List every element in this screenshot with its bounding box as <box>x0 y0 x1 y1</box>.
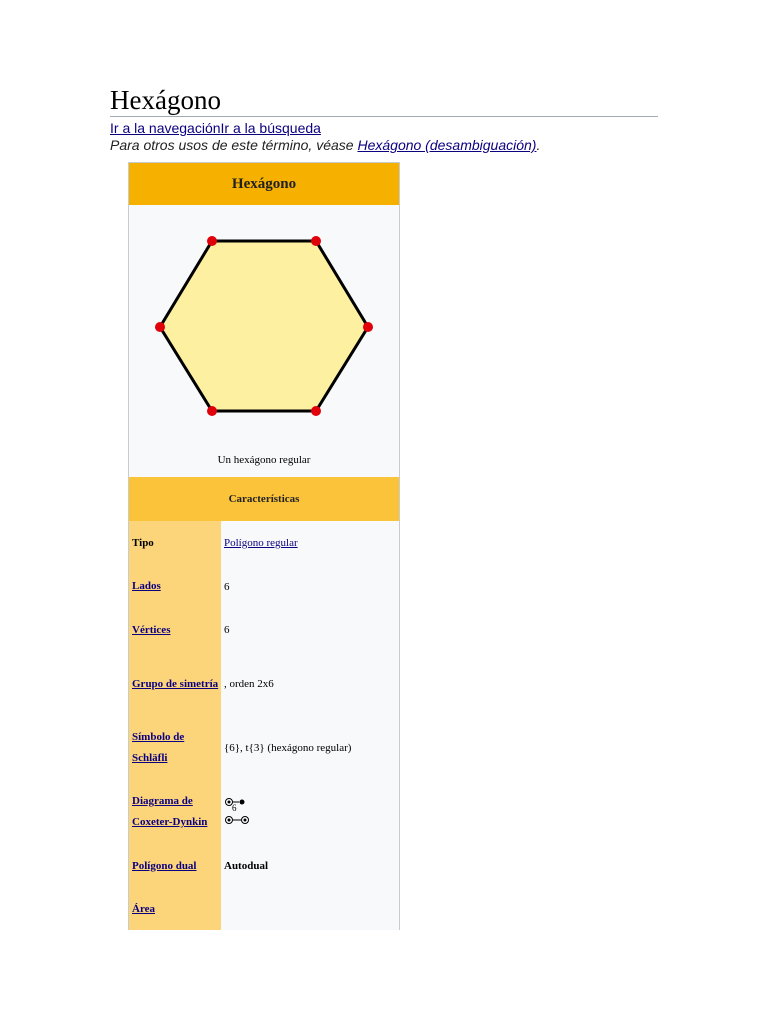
infobox-rows <box>129 521 399 930</box>
schlafli-symbol-link[interactable]: Símbolo de Schläfli <box>132 731 185 764</box>
coxeter-diagram <box>224 797 252 827</box>
jump-links <box>110 119 321 137</box>
infobox-row-vertices <box>129 608 399 652</box>
jump-to-navigation-link[interactable]: Ir a la navegación <box>110 120 221 136</box>
vertex-dot <box>207 236 217 246</box>
hatnote-suffix: . <box>536 137 541 153</box>
vertices-link[interactable]: Vértices <box>132 623 171 636</box>
infobox-row-grupo-simetria <box>129 652 399 716</box>
infobox-image <box>129 205 399 475</box>
row-label <box>129 716 221 780</box>
page-title: Hexágono <box>110 84 658 117</box>
row-value: Autodual <box>224 860 269 872</box>
dual-polygon-link[interactable]: Polígono dual <box>132 859 197 872</box>
infobox-title: Hexágono <box>129 163 399 205</box>
lados-link[interactable]: Lados <box>132 580 161 592</box>
jump-to-search-link[interactable]: Ir a la búsqueda <box>220 120 321 136</box>
symmetry-group-link[interactable]: Grupo de simetría <box>132 677 219 690</box>
vertex-dot <box>311 406 321 416</box>
hatnote-prefix: Para otros usos de este término, véase <box>110 137 358 153</box>
infobox <box>128 162 400 930</box>
row-label <box>129 652 221 716</box>
vertex-dot <box>207 406 217 416</box>
row-value: {6}, t{3} (hexágono regular) <box>224 742 352 754</box>
vertex-dot <box>155 322 165 332</box>
row-value: 6 <box>224 624 230 636</box>
row-label <box>129 565 221 608</box>
row-value <box>221 521 399 565</box>
hatnote <box>110 136 540 154</box>
infobox-row-coxeter <box>129 780 399 844</box>
infobox-row-dual <box>129 844 399 888</box>
infobox-row-schlafli <box>129 716 399 780</box>
row-label <box>129 888 221 930</box>
coxeter-subscript: 6 <box>232 803 237 813</box>
row-value: , orden 2x6 <box>224 678 274 690</box>
row-value <box>221 888 399 930</box>
coxeter-node-icon <box>224 813 252 827</box>
regular-polygon-link[interactable]: Polígono regular <box>224 537 298 549</box>
infobox-row-lados <box>129 565 399 608</box>
coxeter-dynkin-link[interactable]: Diagrama de Coxeter-Dynkin <box>132 795 208 828</box>
infobox-row-tipo <box>129 521 399 565</box>
infobox-row-area <box>129 888 399 930</box>
row-label <box>129 780 221 844</box>
vertex-dot <box>311 236 321 246</box>
vertex-dot <box>363 322 373 332</box>
disambiguation-link[interactable]: Hexágono (desambiguación) <box>357 137 537 153</box>
hexagon-shape <box>160 241 368 411</box>
hexagon-image <box>129 205 399 465</box>
row-label <box>129 844 221 888</box>
coxeter-diagram-line-2 <box>224 813 252 827</box>
row-value <box>221 780 399 844</box>
area-link[interactable]: Área <box>132 903 156 915</box>
row-value: 6 <box>224 580 230 593</box>
coxeter-diagram-line-1 <box>224 797 252 811</box>
infobox-section-header: Características <box>129 477 399 521</box>
row-label: Tipo <box>129 521 221 565</box>
row-label <box>129 608 221 652</box>
image-caption: Un hexágono regular <box>217 454 311 466</box>
